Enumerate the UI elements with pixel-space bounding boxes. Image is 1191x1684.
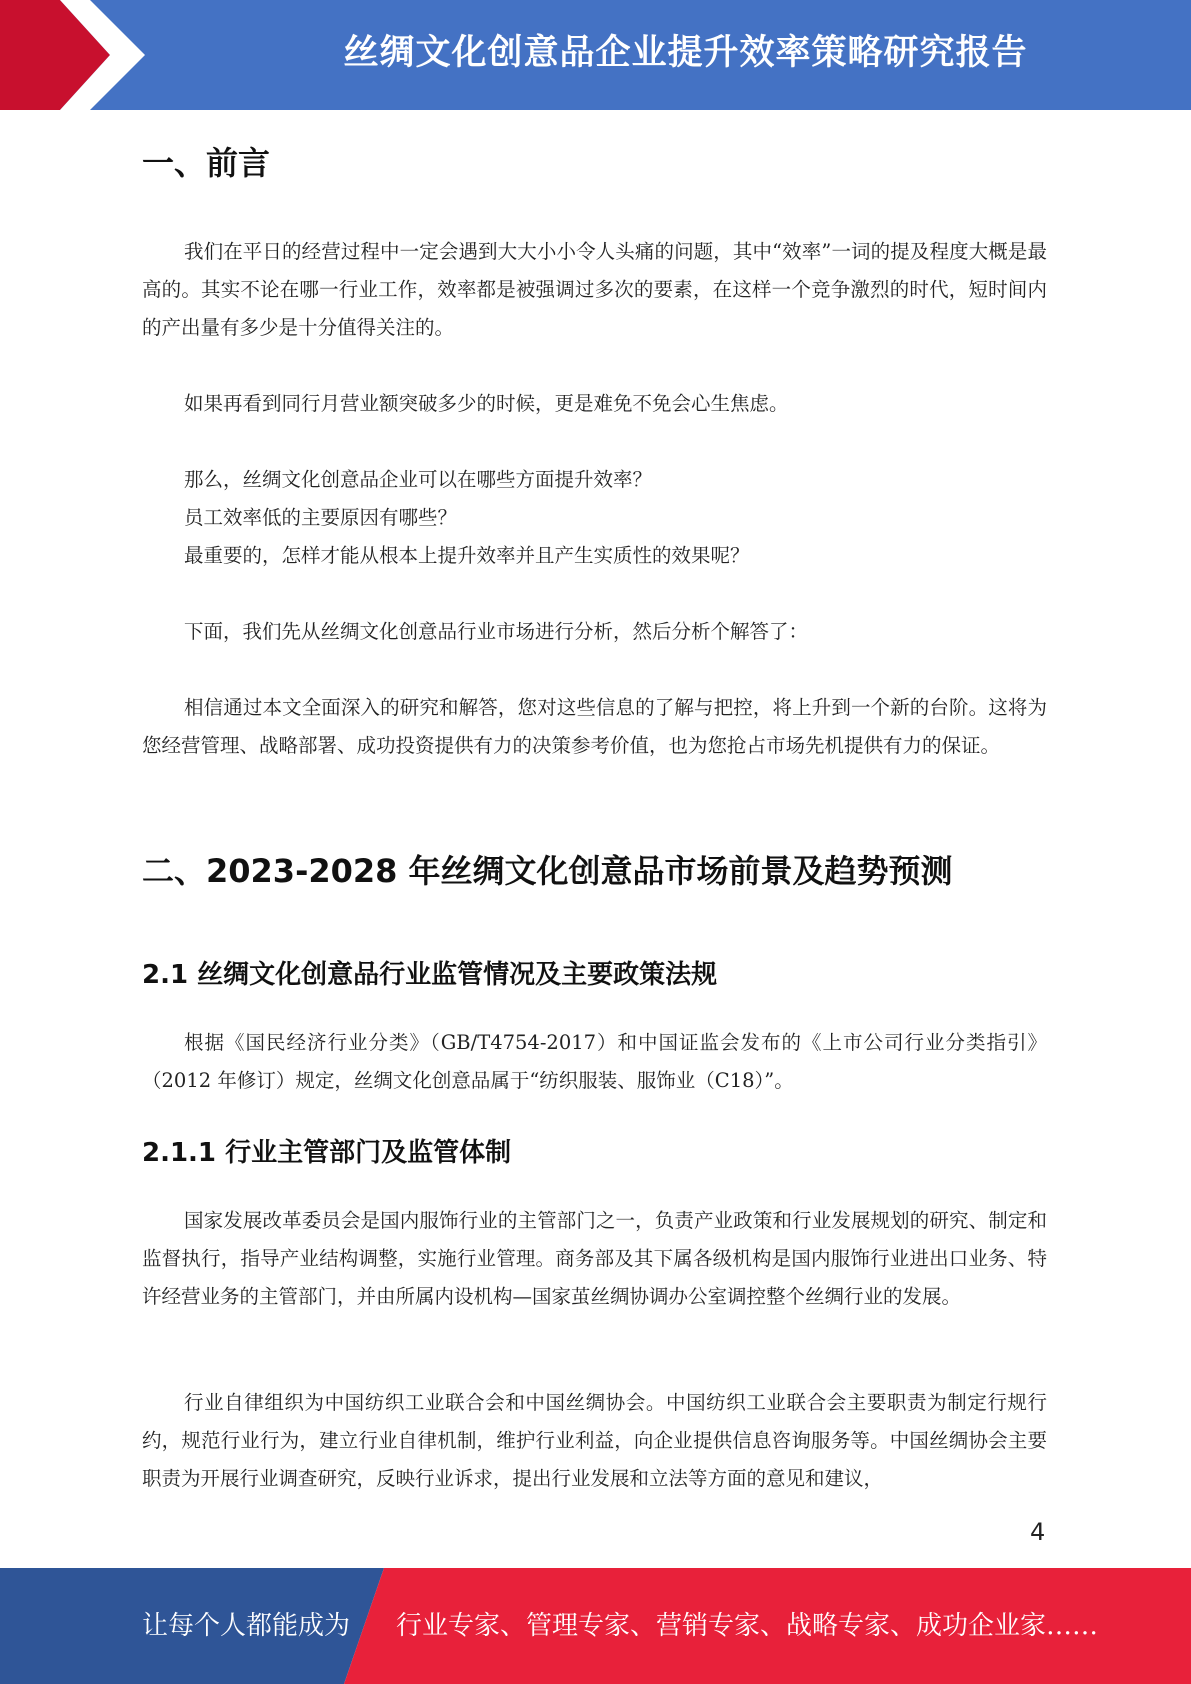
paragraph-competitor-anxiety: 如果再看到同行月营业额突破多少的时候，更是难免不免会心生焦虑。 (184, 392, 789, 415)
section-heading-preface: 一、前言 (142, 144, 271, 182)
page-number: 4 (1030, 1518, 1046, 1546)
footer-band (0, 1568, 1191, 1684)
footer-slogan-left: 让每个人都能成为 (142, 1611, 351, 1641)
header-band (0, 0, 1191, 110)
report-title: 丝绸文化创意品企业提升效率策略研究报告 (343, 33, 1028, 73)
section-heading-market-forecast: 二、2023-2028 年丝绸文化创意品市场前景及趋势预测 (142, 852, 953, 890)
subsection-heading-regulation: 2.1 丝绸文化创意品行业监管情况及主要政策法规 (142, 960, 718, 990)
header-chevron-decoration (0, 0, 160, 110)
paragraph-self-regulatory-orgs: 行业自律组织为中国纺织工业联合会和中国丝绸协会。中国纺织工业联合会主要职责为制定行规行约，规范行业行为，建立行业自律机制，维护行业利益，向企业提供信息咨询服务等。中国丝绸协会主要职责为开展行业调查研究，反映行业诉求，提出行业发展和立法等方面的意见和建议， (142, 1391, 1047, 1490)
paragraph-industry-classification: 根据《国民经济行业分类》（GB/T4754-2017）和中国证监会发布的《上市公司行业分类指引》（2012 年修订）规定，丝绸文化创意品属于“纺织服装、服饰业（C18）”。 (142, 1031, 1047, 1092)
footer-slogan-right: 行业专家、管理专家、营销专家、战略专家、成功企业家…… (396, 1611, 1099, 1641)
question-fundamental-improvement: 最重要的，怎样才能从根本上提升效率并且产生实质性的效果呢？ (184, 544, 750, 567)
paragraph-value-statement: 相信通过本文全面深入的研究和解答，您对这些信息的了解与把控，将上升到一个新的台阶。这将为您经营管理、战略部署、成功投资提供有力的决策参考价值，也为您抢占市场先机提供有力的保证。 (142, 696, 1047, 757)
subsection-heading-authorities: 2.1.1 行业主管部门及监管体制 (142, 1138, 512, 1168)
question-low-efficiency-causes: 员工效率低的主要原因有哪些？ (184, 506, 458, 529)
paragraph-regulatory-bodies: 国家发展改革委员会是国内服饰行业的主管部门之一，负责产业政策和行业发展规划的研究、制定和监督执行，指导产业结构调整，实施行业管理。商务部及其下属各级机构是国内服饰行业进出口业务、特许经营业务的主管部门，并由所属内设机构—国家茧丝绸协调办公室调控整个丝绸行业的发展。 (142, 1209, 1047, 1308)
paragraph-analysis-intro: 下面，我们先从丝绸文化创意品行业市场进行分析，然后分析个解答了： (184, 620, 809, 643)
paragraph-efficiency-intro: 我们在平日的经营过程中一定会遇到大大小小令人头痛的问题，其中“效率”一词的提及程度大概是最高的。其实不论在哪一行业工作，效率都是被强调过多次的要素，在这样一个竞争激烈的时代，短时间内的产出量有多少是十分值得关注的。 (142, 240, 1047, 339)
question-where-improve: 那么，丝绸文化创意品企业可以在哪些方面提升效率？ (184, 468, 653, 491)
